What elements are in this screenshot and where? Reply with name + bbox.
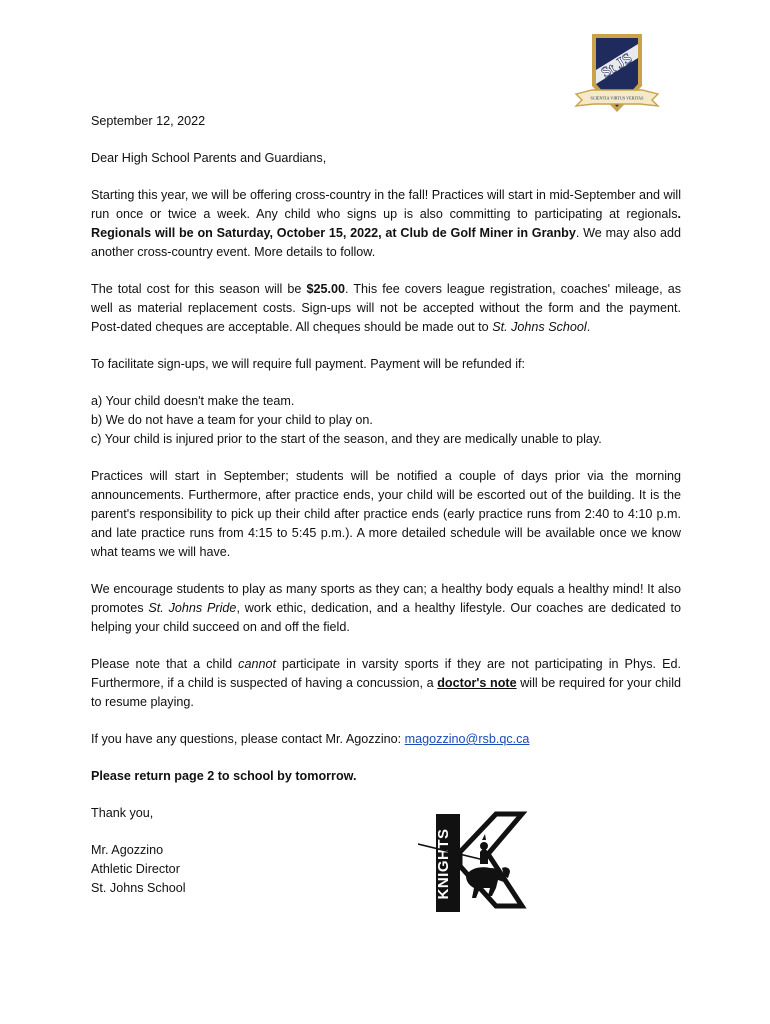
knight-rider-icon — [466, 834, 510, 898]
knights-word: KNIGHTS — [435, 828, 452, 900]
payee-name: St. Johns School — [492, 320, 587, 334]
encouragement-text: We encourage students to play as many sports as they can; a healthy body equals a healthy mind! It also promotes — [91, 582, 681, 615]
contact-text: If you have any questions, please contact Mr. Agozzino: — [91, 732, 405, 746]
closing: Thank you, — [91, 806, 154, 820]
refund-list — [91, 392, 681, 449]
letter-salutation: Dear High School Parents and Guardians, — [91, 151, 327, 165]
paragraph-encouragement — [91, 580, 681, 637]
paragraph-cost — [91, 280, 681, 337]
list-item: c) Your child is injured prior to the start of the season, and they are medically unable to play. — [91, 432, 602, 446]
cost-details: . This fee covers league registration, coaches' mileage, as well as material replacement costs. Sign-ups will not be accepted without the form and the payment. Post-dated cheques are acceptable. All cheques should be made out to — [91, 282, 682, 334]
signature-title: Athletic Director — [91, 862, 180, 876]
encouragement-text-end: , work ethic, dedication, and a healthy lifestyle. Our coaches are dedicated to helping your child succeed on and off the field. — [91, 601, 681, 634]
list-item: b) We do not have a team for your child to play on. — [91, 413, 373, 427]
return-note — [91, 767, 681, 786]
intro-text-end: . We may also add another cross-country event. More details to follow. — [91, 226, 681, 259]
school-pride: St. Johns Pride — [148, 601, 237, 615]
signature-name: Mr. Agozzino — [91, 843, 164, 857]
phys-ed-text: Please note that a child — [91, 657, 239, 671]
letter-body — [91, 112, 681, 898]
paragraph-practices: Practices will start in September; students will be notified a couple of days prior via the morning announcements. Furthermore, after practice ends, your child will be escorted out of the building. It is the parent's responsibility to pick up their child after practice ends (early practice runs from 2:40 to 4:10 p.m. and late practice runs from 4:15 to 5:45 p.m.). A more detailed schedule will be available once we know what teams we will have. — [91, 469, 681, 559]
paragraph-phys-ed — [91, 655, 681, 712]
crest-banner-text: SCIENTIA VIRTUS VERITAS — [590, 95, 644, 101]
school-crest-logo — [572, 28, 662, 120]
signature-block — [91, 841, 681, 898]
knights-logo — [418, 806, 528, 916]
cost-amount: $25.00 — [306, 282, 346, 296]
cost-text-end: . — [586, 320, 591, 334]
paragraph-intro — [91, 186, 681, 262]
list-item: a) Your child doesn't make the team. — [91, 394, 295, 408]
crest-initials: St JS — [598, 50, 636, 82]
letter-date: September 12, 2022 — [91, 114, 206, 128]
email-link[interactable]: magozzino@rsb.qc.ca — [404, 732, 530, 746]
cannot-emphasis: cannot — [238, 657, 276, 671]
regionals-info: . Regionals will be on Saturday, October 15, 2022, at Club de Golf Miner in Granby — [91, 207, 681, 240]
paragraph-contact — [91, 730, 681, 749]
concussion-text: participate in varsity sports if they are not participating in Phys. Ed. Furthermore, if a child is suspected of having a concussion, a — [91, 657, 681, 690]
intro-text: Starting this year, we will be offering cross-country in the fall! Practices will start in mid-September and will run once or twice a week. Any child who signs up is also committing to participating at regionals — [91, 188, 681, 221]
return-note-text: Please return page 2 to school by tomorrow. — [91, 769, 357, 783]
cost-text: The total cost for this season will be — [91, 282, 307, 296]
signature-school: St. Johns School — [91, 881, 186, 895]
doctors-note: doctor's note — [437, 676, 517, 690]
phys-ed-text-end: will be required for your child to resume playing. — [91, 676, 682, 709]
paragraph-refund: To facilitate sign-ups, we will require full payment. Payment will be refunded if: — [91, 357, 525, 371]
